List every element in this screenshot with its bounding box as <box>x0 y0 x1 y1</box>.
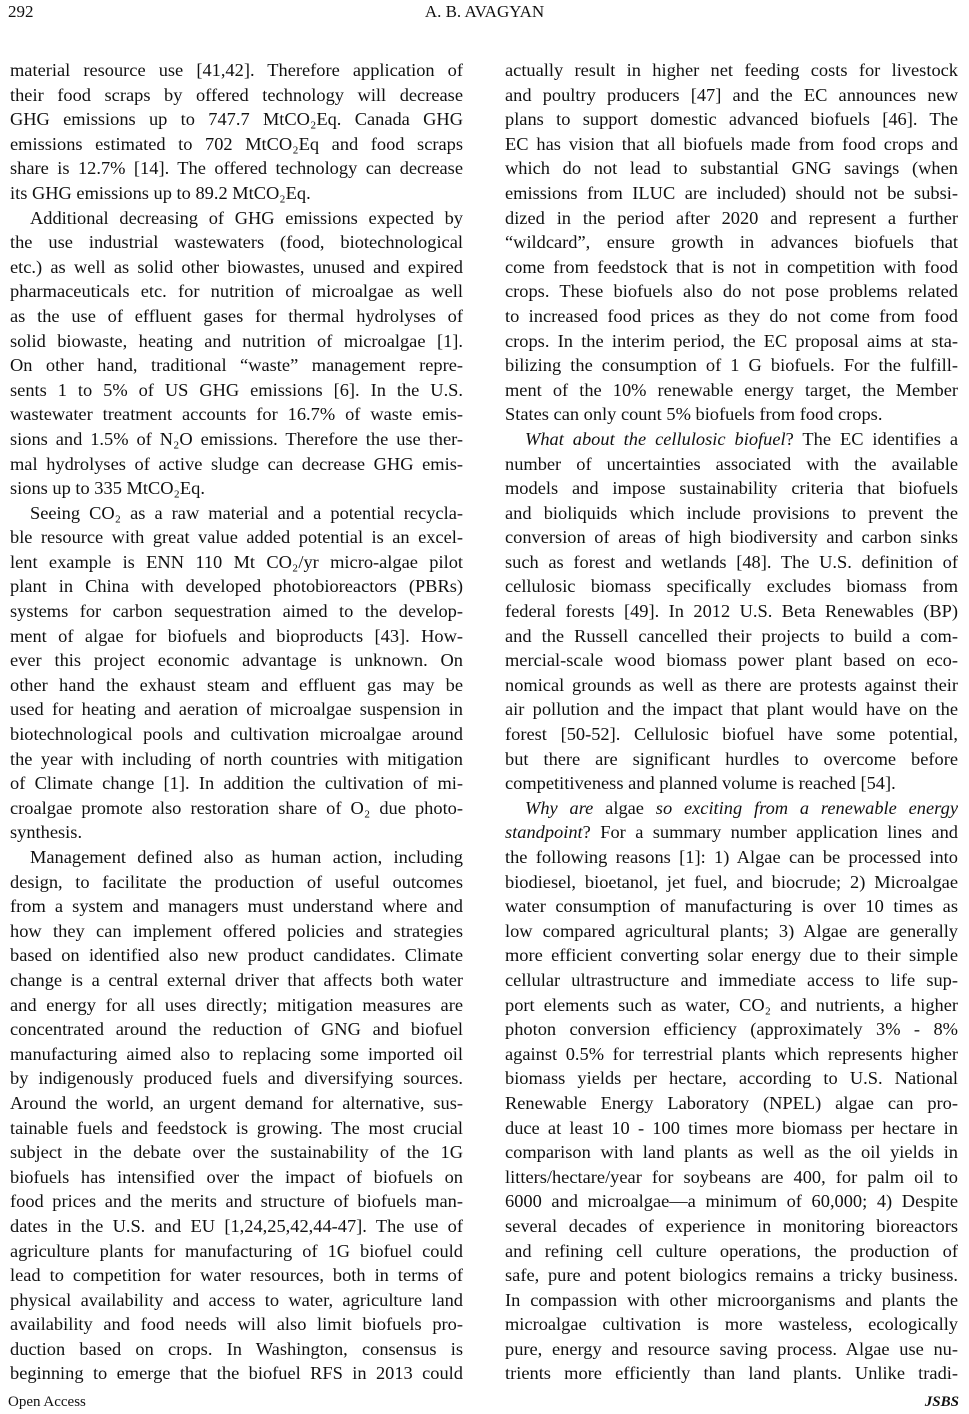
text-line: by indigenously produced fuels and diversifying sources. <box>10 1068 463 1089</box>
text-line: litters/hectare/year for soybeans are 400, for palm oil to <box>505 1166 958 1187</box>
text-line: biofuels has intensified over the impact of biofuels on <box>10 1166 463 1187</box>
text-line: biomass yields per hectare, according to U.S. National <box>505 1068 958 1089</box>
text-line: Around the world, an urgent demand for alternative, sus- <box>10 1092 463 1113</box>
text-line: which do not lead to substantial GNG savings (when <box>505 158 958 179</box>
text-line <box>505 820 958 845</box>
paragraph <box>10 501 463 845</box>
text-line <box>505 427 958 452</box>
text-line: plant in China with developed photobioreactors (PBRs) <box>10 576 463 597</box>
text-line: and energy for all uses directly; mitigation measures are <box>10 994 463 1015</box>
text-segment: ? The EC identifies a <box>785 428 958 449</box>
paragraph <box>10 58 463 206</box>
italic-text: What about the cellulosic biofuel <box>525 428 786 449</box>
text-line: as the use of effluent gases for thermal hydrolyses of <box>10 305 463 326</box>
text-line: etc.) as well as solid other biowastes, unused and expired <box>10 256 463 277</box>
right-column <box>505 58 958 1386</box>
text-line: tainable fuels and feedstock is growing. The most crucial <box>10 1117 463 1138</box>
text-segment: ? For a summary number application lines and <box>582 822 958 843</box>
text-line: used for heating and aeration of microalgae suspension in <box>10 699 463 720</box>
text-line: safe, pure and potent biologics remains a tricky business. <box>505 1265 958 1286</box>
italic-text: Why are <box>525 797 594 818</box>
text-line: emissions from ILUC are included) should not be subsi- <box>505 182 958 203</box>
text-line: design, to facilitate the production of useful outcomes <box>10 871 463 892</box>
text-line: cellulosic biomass specifically excludes biomass from <box>505 576 958 597</box>
text-line: their food scraps by offered technology will decrease <box>10 84 463 105</box>
text-line: come from feedstock that is not in competition with food <box>505 256 958 277</box>
italic-text: so exciting from a renewable energy <box>655 797 958 818</box>
text-line: plans to support domestic advanced biofuels [46]. The <box>505 109 958 130</box>
text-line: crops. In the interim period, the EC proposal aims at sta- <box>505 330 958 351</box>
text-line: lead to competition for water resources, both in terms of <box>10 1265 463 1286</box>
text-line: models and impose sustainability criteria that biofuels <box>505 478 958 499</box>
text-line: subject in the debate over the sustainability of the 1G <box>10 1142 463 1163</box>
text-line: duce at least 10 - 100 times more biomass per hectare in <box>505 1117 958 1138</box>
text-line: bilizing the consumption of 1 G biofuels. For the fulfill- <box>505 355 958 376</box>
text-line: solid biowaste, heating and nutrition of microalgae [1]. <box>10 330 463 351</box>
text-line: based on identified also new product candidates. Climate <box>10 945 463 966</box>
text-line: agriculture plants for manufacturing of 1G biofuel could <box>10 1240 463 1261</box>
text-line: trients more efficiently than land plants. Unlike tradi- <box>505 1363 958 1384</box>
text-line: number of uncertainties associated with the available <box>505 453 958 474</box>
text-line: cellular ultrastructure and immediate access to life sup- <box>505 969 958 990</box>
text-line: food prices and the merits and structure of biofuels man- <box>10 1191 463 1212</box>
text-line: mal hydrolyses of active sludge can decrease GHG emis- <box>10 453 463 474</box>
text-line: comparison with land plants as well as the oil yields in <box>505 1142 958 1163</box>
text-line: but there are significant hurdles to overcome before <box>505 748 958 769</box>
paragraph <box>10 206 463 501</box>
text-line: of Climate change [1]. In addition the cultivation of mi- <box>10 773 463 794</box>
running-header-author: A. B. AVAGYAN <box>424 2 545 21</box>
text-line: port elements such as water, CO₂ and nutrients, a higher <box>505 994 958 1015</box>
text-line: pure, energy and resource saving process. Algae use nu- <box>505 1338 958 1359</box>
italic-text: standpoint <box>505 822 583 843</box>
text-line: EC has vision that all biofuels made from food crops and <box>505 133 958 154</box>
text-line: Seeing CO₂ as a raw material and a potential recycla- <box>30 502 463 523</box>
text-line: competitiveness and planned volume is reached [54]. <box>505 773 896 794</box>
paragraph <box>505 796 958 1386</box>
text-line: sents 1 to 5% of US GHG emissions [6]. In the U.S. <box>10 379 463 400</box>
text-line: air pollution and the impact that plant would have on the <box>505 699 958 720</box>
text-line: the use industrial wastewaters (food, biotechnological <box>10 232 463 253</box>
text-line: synthesis. <box>10 822 83 843</box>
text-line: low compared agricultural plants; 3) Algae are generally <box>505 920 958 941</box>
text-line: and refining cell culture operations, the production of <box>505 1240 958 1261</box>
text-line: sions up to 335 MtCO₂Eq. <box>10 478 205 499</box>
text-line: forest [50-52]. Cellulosic biofuel have some potential, <box>505 724 958 745</box>
text-line: to increased food prices as they do not come from food <box>505 305 958 326</box>
text-line: ment of algae for biofuels and bioproducts [43]. How- <box>10 625 463 646</box>
text-line: dized in the period after 2020 and represent a further <box>505 207 958 228</box>
text-line: material resource use [41,42]. Therefore application of <box>10 60 463 80</box>
text-segment: algae <box>593 797 656 818</box>
text-line: availability and food needs will also limit biofuels pro- <box>10 1314 463 1335</box>
text-line: biodiesel, bioetanol, jet fuel, and biocrude; 2) Microalgae <box>505 871 958 892</box>
text-line: and poultry producers [47] and the EC announces new <box>505 84 958 105</box>
text-line: actually result in higher net feeding costs for livestock <box>505 60 958 80</box>
text-line: In compassion with other microorganisms and plants the <box>505 1289 958 1310</box>
text-line: the following reasons [1]: 1) Algae can be processed into <box>505 847 958 867</box>
text-line: Additional decreasing of GHG emissions expected by <box>30 207 463 228</box>
footer-journal: JSBS <box>924 1394 959 1410</box>
text-line: other hand the exhaust steam and effluent gas may be <box>10 674 463 695</box>
page-number: 292 <box>8 2 34 21</box>
text-line: States can only count 5% biofuels from food crops. <box>505 404 883 425</box>
text-line: ble resource with great value added potential is an excel- <box>10 527 463 548</box>
paragraph <box>505 58 958 427</box>
text-line: dates in the U.S. and EU [1,24,25,42,44-47]. The use of <box>10 1215 463 1236</box>
left-column <box>10 58 463 1386</box>
text-line: nomical grounds as well as there are protests against their <box>505 674 958 695</box>
text-line: concentrated around the reduction of GNG and biofuel <box>10 1019 463 1040</box>
text-line: and the Russell cancelled their projects to build a com- <box>505 625 958 646</box>
text-line: GHG emissions up to 747.7 MtCO₂Eq. Canada GHG <box>10 109 463 130</box>
text-line: croalgae promote also restoration share of O₂ due photo- <box>10 797 463 818</box>
text-line: the year with including of north countries with mitigation <box>10 748 463 769</box>
text-line: how they can implement offered policies and strategies <box>10 920 463 941</box>
text-line: federal forests [49]. In 2012 U.S. Beta Renewables (BP) <box>505 601 958 622</box>
text-line: wastewater treatment accounts for 16.7% of waste emis- <box>10 404 463 425</box>
text-line: emissions estimated to 702 MtCO₂Eq and food scraps <box>10 133 463 154</box>
text-line: mercial-scale wood biomass power plant based on eco- <box>505 650 958 671</box>
text-line: duction based on crops. In Washington, consensus is <box>10 1338 463 1359</box>
footer-open-access: Open Access <box>8 1394 86 1410</box>
text-line: against 0.5% for terrestrial plants which represents higher <box>505 1043 958 1064</box>
text-line: microalgae cultivation is more wasteless, ecologically <box>505 1314 958 1335</box>
text-line: pharmaceuticals etc. for nutrition of microalgae as well <box>10 281 463 302</box>
text-line: such as forest and wetlands [48]. The U.S. definition of <box>505 551 958 572</box>
text-line: and bioliquids which include provisions to prevent the <box>505 502 958 523</box>
text-line: photon conversion efficiency (approximately 3% - 8% <box>505 1019 958 1040</box>
text-line: On other hand, traditional “waste” management repre- <box>10 355 463 376</box>
text-line: conversion of areas of high biodiversity and carbon sinks <box>505 527 958 548</box>
text-line: manufacturing aimed also to replacing some imported oil <box>10 1043 463 1064</box>
text-line: several decades of experience in monitoring bioreactors <box>505 1215 958 1236</box>
text-line: ment of the 10% renewable energy target, the Member <box>505 379 958 400</box>
text-line: water consumption of manufacturing is over 10 times as <box>505 896 958 917</box>
text-line: sions and 1.5% of N₂O emissions. Therefore the use ther- <box>10 428 463 449</box>
paragraph <box>505 427 958 796</box>
text-line: lent example is ENN 110 Mt CO₂/yr micro-algae pilot <box>10 551 463 572</box>
text-line: crops. These biofuels also do not pose problems related <box>505 281 958 302</box>
text-line: biotechnological pools and cultivation microalgae around <box>10 724 463 745</box>
text-line: Renewable Energy Laboratory (NPEL) algae can pro- <box>505 1092 958 1113</box>
text-line: ever this project economic advantage is unknown. On <box>10 650 463 671</box>
text-line <box>505 796 958 821</box>
text-line: physical availability and access to water, agriculture land <box>10 1289 463 1310</box>
paragraph <box>10 845 463 1386</box>
text-line: from a system and managers must understand where and <box>10 896 463 917</box>
text-line: change is a central external driver that affects both water <box>10 969 463 990</box>
text-line: share is 12.7% [14]. The offered technology can decrease <box>10 158 463 179</box>
text-line: its GHG emissions up to 89.2 MtCO₂Eq. <box>10 182 311 203</box>
text-line: beginning to emerge that the biofuel RFS in 2013 could <box>10 1363 463 1384</box>
text-line: systems for carbon sequestration aimed to the develop- <box>10 601 463 622</box>
text-line: Management defined also as human action, including <box>30 847 463 867</box>
text-line: 6000 and microalgae—a minimum of 60,000; 4) Despite <box>505 1191 958 1212</box>
text-line: more efficient converting solar energy due to their simple <box>505 945 958 966</box>
text-line: “wildcard”, ensure growth in advances biofuels that <box>505 232 958 253</box>
